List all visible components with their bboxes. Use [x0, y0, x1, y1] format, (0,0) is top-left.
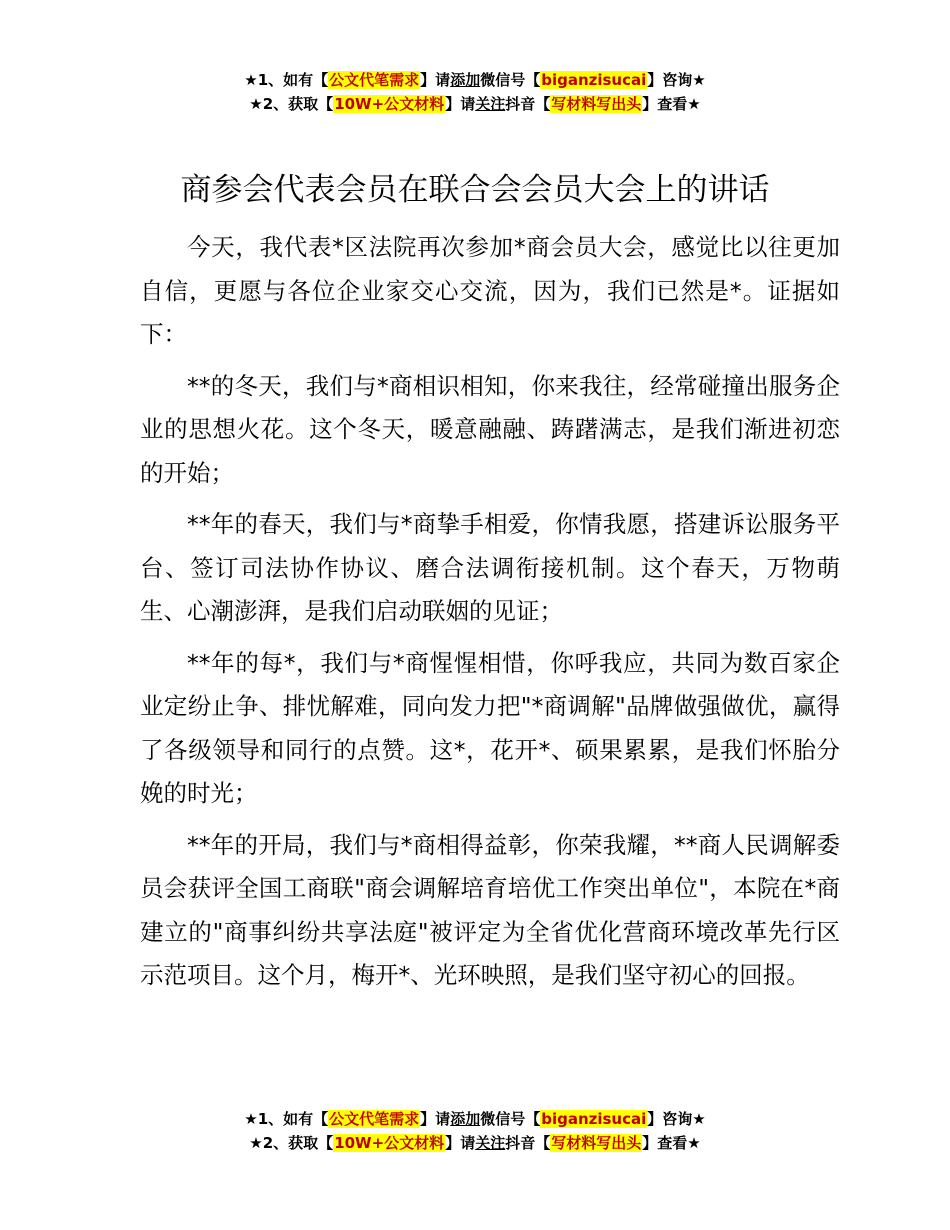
- promo-line-2: ★2、获取【10W+公文材料】请关注抖音【写材料写出头】查看★: [249, 95, 701, 113]
- paragraph: **年的开局，我们与*商相得益彰，你荣我耀，**商人民调解委员会获评全国工商联"商会调解培育培优工作突出单位"，本院在*商建立的"商事纠纷共享法庭"被评定为全省优化营商环境改革先行区示范项目。这个月，梅开*、光环映照，是我们坚守初心的回报。: [140, 830, 840, 989]
- highlight-materials: 10W+公文材料: [334, 95, 445, 113]
- promo-line-1: ★1、如有【公文代笔需求】请添加微信号【biganzisucai】咨询★: [244, 71, 706, 89]
- paragraph: **的冬天，我们与*商相识相知，你来我往，经常碰撞出服务企业的思想火花。这个冬天，暖意融融、踌躇满志，是我们渐进初恋的开始；: [140, 371, 840, 487]
- promo-banner-bottom: [0, 1107, 950, 1155]
- promo-line-2: ★2、获取【10W+公文材料】请关注抖音【写材料写出头】查看★: [249, 1134, 701, 1152]
- promo-line-1: ★1、如有【公文代笔需求】请添加微信号【biganzisucai】咨询★: [244, 1110, 706, 1128]
- paragraph: 今天，我代表*区法院再次参加*商会员大会，感觉比以往更加自信，更愿与各位企业家交心交流，因为，我们已然是*。证据如下：: [140, 233, 840, 348]
- highlight-service: 公文代笔需求: [329, 1110, 420, 1128]
- document-body: [140, 226, 840, 1006]
- paragraph: **年的每*，我们与*商惺惺相惜，你呼我应，共同为数百家企业定纷止争、排忧解难，同向发力把"*商调解"品牌做强做优，赢得了各级领导和同行的点赞。这*，花开*、硕果累累，是我们怀胎分娩的时光；: [140, 648, 840, 807]
- highlight-service: 公文代笔需求: [329, 71, 420, 89]
- promo-banner-top: [0, 68, 950, 116]
- highlight-wechat-id: biganzisucai: [541, 1110, 647, 1128]
- highlight-douyin-id: 写材料写出头: [551, 1134, 642, 1152]
- highlight-wechat-id: biganzisucai: [541, 71, 647, 89]
- paragraph: **年的春天，我们与*商挚手相爱，你情我愿，搭建诉讼服务平台、签订司法协作协议、磨合法调衔接机制。这个春天，万物萌生、心潮澎湃，是我们启动联姻的见证；: [140, 510, 840, 625]
- highlight-materials: 10W+公文材料: [334, 1134, 445, 1152]
- highlight-douyin-id: 写材料写出头: [551, 95, 642, 113]
- document-title: 商参会代表会员在联合会会员大会上的讲话: [180, 172, 770, 208]
